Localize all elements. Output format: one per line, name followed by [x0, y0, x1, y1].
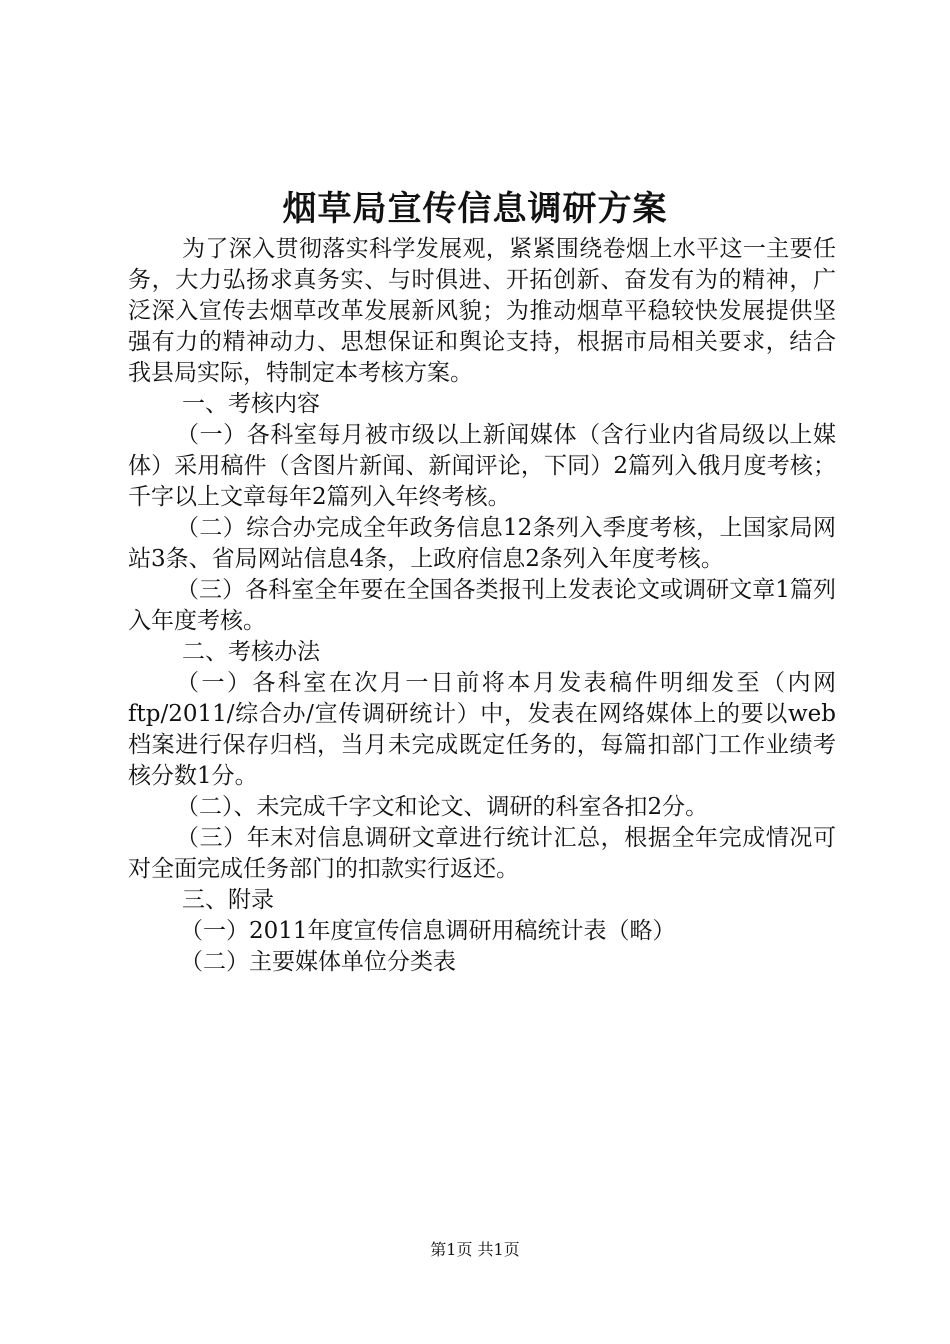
page-footer: 第1页 共1页: [430, 1240, 520, 1259]
section2-item-2: （二）、未完成千字文和论文、调研的科室各扣2分。: [176, 794, 709, 820]
section2-item-1: （一）各科室在次月一日前将本月发表稿件明细发至（内网ftp/2011/综合办/宣传调研统计）中，发表在网络媒体上的要以web档案进行保存归档，当月未完成既定任务的，每篇扣部门工作业绩考核分数1分。: [128, 670, 836, 789]
section1-item-3: （三）各科室全年要在全国各类报刊上发表论文或调研文章1篇列入年度考核。: [128, 577, 836, 634]
document-title: 烟草局宣传信息调研方案: [282, 189, 668, 229]
section2-item-3: （三）年末对信息调研文章进行统计汇总，根据全年完成情况可对全面完成任务部门的扣款实行返还。: [128, 825, 836, 882]
section-heading-2: 二、考核办法: [182, 639, 320, 665]
section-heading-1: 一、考核内容: [182, 391, 320, 417]
intro-paragraph: 为了深入贯彻落实科学发展观，紧紧围绕卷烟上水平这一主要任务，大力弘扬求真务实、与时俱进、开拓创新、奋发有为的精神，广泛深入宣传去烟草改革发展新风貌；为推动烟草平稳较快发展提供坚强有力的精神动力、思想保证和舆论支持，根据市局相关要求，结合我县局实际，特制定本考核方案。: [128, 236, 836, 386]
section-heading-3: 三、附录: [182, 887, 274, 913]
document-body: [128, 234, 836, 978]
section1-item-1: （一）各科室每月被市级以上新闻媒体（含行业内省局级以上媒体）采用稿件（含图片新闻、新闻评论，下同）2篇列入俄月度考核；千字以上文章每年2篇列入年终考核。: [128, 422, 836, 510]
appendix-item-1: （一）2011年度宣传信息调研用稿统计表（略）: [180, 918, 676, 944]
section1-item-2: （二）综合办完成全年政务信息12条列入季度考核，上国家局网站3条、省局网站信息4条，上政府信息2条列入年度考核。: [128, 515, 836, 572]
appendix-item-2: （二）主要媒体单位分类表: [180, 949, 456, 975]
